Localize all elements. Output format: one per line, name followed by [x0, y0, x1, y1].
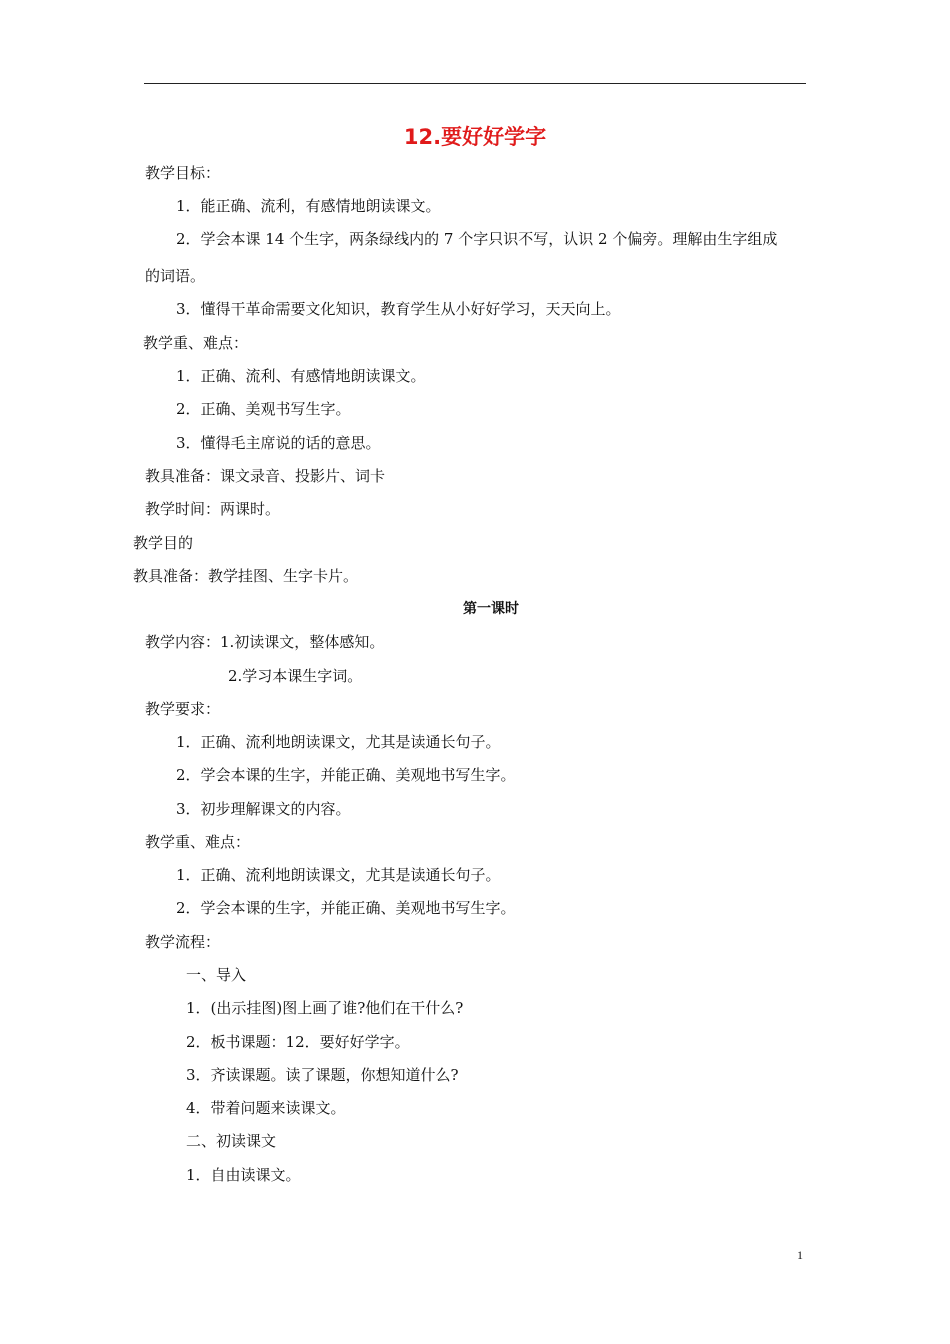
paragraph: 一、导入	[186, 966, 247, 984]
paragraph: 2．学会本课的生字，并能正确、美观地书写生字。	[176, 766, 516, 784]
paragraph: 教学目的	[133, 534, 194, 552]
paragraph: 4．带着问题来读课文。	[186, 1099, 346, 1117]
paragraph: 教学内容：1.初读课文，整体感知。	[145, 633, 385, 651]
paragraph: 教学时间：两课时。	[145, 500, 281, 518]
paragraph: 教学目标：	[145, 164, 221, 182]
paragraph: 1．正确、流利地朗读课文，尤其是读通长句子。	[176, 866, 501, 884]
paragraph: 的词语。	[145, 267, 206, 285]
paragraph: 教具准备：教学挂图、生字卡片。	[133, 567, 359, 585]
paragraph: 1．正确、流利地朗读课文，尤其是读通长句子。	[176, 733, 501, 751]
paragraph: 2．学会本课的生字，并能正确、美观地书写生字。	[176, 899, 516, 917]
paragraph: 3．懂得干革命需要文化知识，教育学生从小好好学习，天天向上。	[176, 300, 621, 318]
paragraph: 二、初读课文	[186, 1132, 277, 1150]
paragraph: 2．学会本课 14 个生字，两条绿线内的 7 个字只识不写，认识 2 个偏旁。理解由生字组成	[176, 230, 778, 248]
page-number: 1	[797, 1248, 803, 1262]
paragraph: 教学流程：	[145, 933, 221, 951]
paragraph: 教学重、难点：	[145, 833, 251, 851]
paragraph: 1．(出示挂图)图上画了谁?他们在干什么?	[186, 999, 464, 1017]
paragraph: 教学重、难点：	[143, 334, 249, 352]
paragraph: 2．板书课题：12．要好好学字。	[186, 1033, 410, 1051]
paragraph: 1．正确、流利、有感情地朗读课文。	[176, 367, 426, 385]
paragraph: 2．正确、美观书写生字。	[176, 400, 351, 418]
paragraph: 教具准备：课文录音、投影片、词卡	[145, 467, 386, 485]
paragraph: 2.学习本课生字词。	[228, 667, 363, 685]
page-title: 12.要好好学字	[403, 125, 547, 149]
paragraph: 3．初步理解课文的内容。	[176, 800, 351, 818]
section-title: 第一课时	[463, 601, 519, 617]
paragraph: 1．能正确、流利，有感情地朗读课文。	[176, 197, 441, 215]
paragraph: 教学要求：	[145, 700, 221, 718]
paragraph: 3．懂得毛主席说的话的意思。	[176, 434, 381, 452]
header-rule	[144, 83, 806, 84]
paragraph: 1．自由读课文。	[186, 1166, 301, 1184]
paragraph: 3．齐读课题。读了课题，你想知道什么?	[186, 1066, 459, 1084]
